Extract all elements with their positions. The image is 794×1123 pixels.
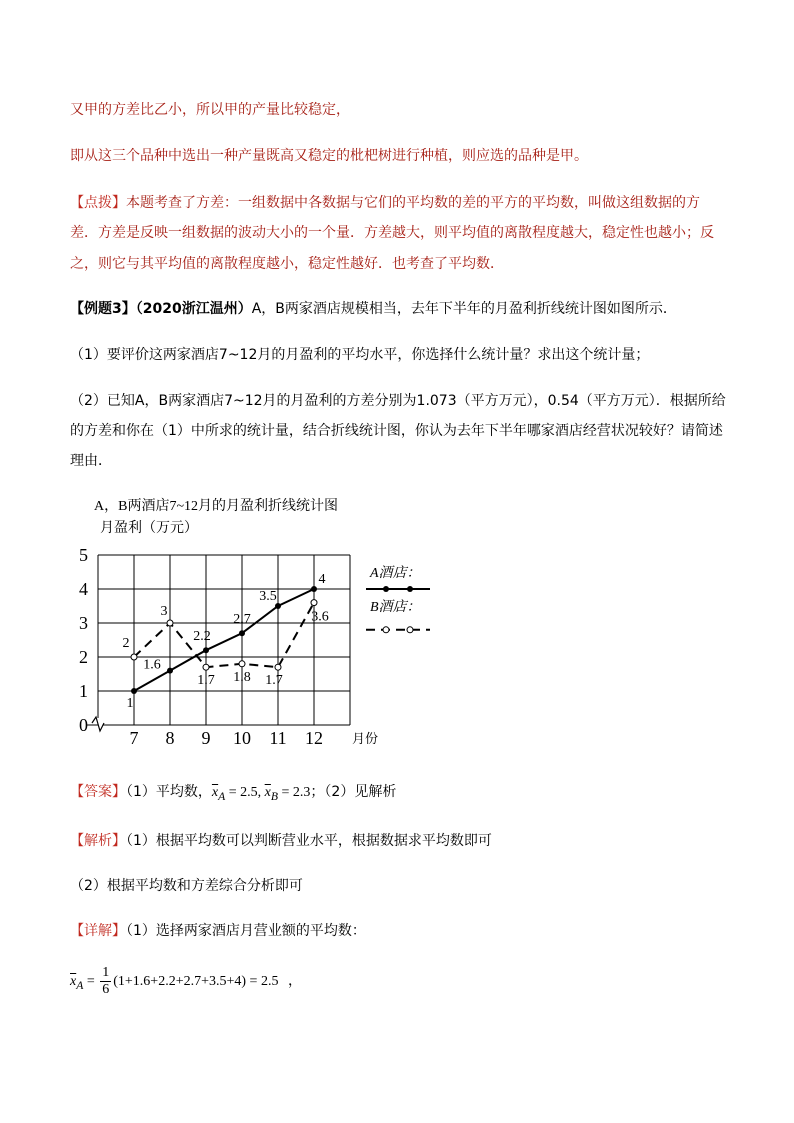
legend-b-label: B酒店： — [370, 600, 421, 615]
series-a-point — [203, 647, 209, 653]
series-a-point — [239, 630, 245, 636]
line-chart — [70, 490, 450, 750]
fraction-one-sixth — [100, 965, 111, 998]
question-2-line-1: （2）已知A，B两家酒店7~12月的月盈利的方差分别为1.073（平方万元），0.54（平方万元）．根据所给 — [70, 393, 726, 409]
legend-b-marker — [407, 627, 413, 633]
series-a-point — [167, 668, 173, 674]
hint-line-2: 差．方差是反映一组数据的波动大小的一个量．方差越大，则平均值的离散程度越大，稳定性也越小；反 — [70, 225, 714, 241]
series-b-data-label: 3 — [160, 604, 168, 619]
example-tag: 【例题3】 — [70, 301, 136, 317]
series-a-point — [311, 586, 317, 592]
text-line-1: 又甲的方差比乙小，所以甲的产量比较稳定， — [70, 102, 350, 118]
fraction-numerator: 1 — [102, 965, 110, 981]
answer-xb-value: = 2.3 — [278, 785, 311, 800]
x-tick-label: 10 — [233, 728, 251, 748]
x-tick-label: 12 — [305, 728, 323, 748]
answer-formula — [211, 785, 311, 803]
series-b-point — [275, 664, 281, 670]
series-a-data-label: 4 — [318, 572, 326, 587]
y-tick-label: 4 — [79, 579, 88, 599]
series-b-data-label: 3.6 — [311, 609, 329, 625]
hint-line-1 — [70, 194, 700, 212]
legend-a-label: A酒店： — [370, 566, 421, 581]
detail-text: （1）选择两家酒店月营业额的平均数： — [126, 923, 366, 939]
answer-text-1: （1）平均数， — [126, 784, 212, 800]
chart-title: A，B两酒店7~12月的月盈利折线统计图 — [94, 499, 339, 514]
legend-a-marker — [407, 586, 413, 592]
y-tick-label: 0 — [79, 715, 88, 735]
formula-line — [70, 960, 302, 1004]
analysis-text: （1）根据平均数可以判断营业水平，根据数据求平均数即可 — [126, 833, 492, 849]
hint-line-3: 之，则它与其平均值的离散程度越小，稳定性越好．也考查了平均数． — [70, 256, 504, 272]
example-text: A，B两家酒店规模相当，去年下半年的月盈利折线统计图如图所示． — [251, 301, 677, 317]
equals-sign: = — [86, 974, 95, 989]
y-tick-label: 2 — [79, 647, 88, 667]
text-line-2: 即从这三个品种中选出一种产量既高又稳定的枇杷树进行种植，则应选的品种是甲。 — [70, 148, 588, 164]
example-source: （2020浙江温州） — [135, 301, 252, 317]
series-b-data-label: 2 — [122, 636, 130, 651]
series-b-point — [131, 654, 137, 660]
series-b-data-label: 1.7 — [265, 673, 283, 689]
x-axis-label: 月份 — [352, 731, 379, 746]
series-a-data-label: 3.5 — [259, 589, 277, 604]
x-tick-label: 11 — [269, 728, 287, 748]
hint-tag: 【点拨】 — [70, 195, 126, 211]
y-tick-label: 3 — [79, 613, 88, 633]
series-b-data-label: 1.7 — [197, 673, 215, 689]
answer-tag: 【答案】 — [70, 784, 126, 800]
x-bar-a: $\overline{x}$ — [211, 785, 219, 800]
series-b-point — [203, 664, 209, 670]
hint-text: 本题考查了方差：一组数据中各数据与它们的平均数的差的平方的平均数，叫做这组数据的方 — [126, 195, 700, 211]
answer-xa-value: = 2.5, — [225, 785, 265, 800]
series-a-point — [131, 688, 137, 694]
question-1: （1）要评价这两家酒店7~12月的月盈利的平均水平，你选择什么统计量？求出这个统计量； — [70, 347, 650, 363]
series-b-point — [167, 620, 173, 626]
series-a-data-label: 1 — [126, 696, 134, 711]
analysis-tag: 【解析】 — [70, 833, 126, 849]
sub-a: A — [218, 789, 226, 803]
x-tick-label: 9 — [201, 728, 211, 748]
series-a-data-label: 2.7 — [233, 612, 251, 628]
legend-b-marker — [383, 627, 389, 633]
y-tick-label: 5 — [79, 545, 88, 565]
formula-x-bar: $\overline{x}$ — [70, 974, 77, 989]
formula-tail: ， — [287, 974, 302, 989]
series-b-point — [311, 600, 317, 606]
series-a-data-label: 1.6 — [143, 657, 161, 673]
question-2-line-2: 的方差和你在（1）中所求的统计量，结合折线统计图，你认为去年下半年哪家酒店经营状况较好？请简述 — [70, 423, 723, 439]
question-2-line-3: 理由． — [70, 453, 112, 469]
formula-sub-a: A — [76, 978, 84, 992]
series-a-data-label: 2.2 — [193, 629, 211, 645]
legend-a-marker — [383, 586, 389, 592]
sub-b: B — [270, 789, 279, 803]
series-b-data-label: 1.8 — [233, 669, 251, 685]
detail-line — [70, 922, 366, 940]
x-tick-label: 7 — [129, 728, 139, 748]
formula-rest: (1+1.6+2.2+2.7+3.5+4) = 2.5 — [113, 974, 279, 989]
x-tick-label: 8 — [165, 728, 175, 748]
example-heading — [70, 300, 677, 318]
x-bar-b: $\overline{x}$ — [264, 785, 271, 800]
y-tick-label: 1 — [79, 681, 88, 701]
answer-text-2: ；（2）见解析 — [310, 784, 397, 800]
y-axis-label: 月盈利（万元） — [100, 521, 198, 536]
analysis-line-1 — [70, 832, 492, 850]
fraction-denominator: 6 — [102, 982, 110, 998]
analysis-line-2: （2）根据平均数和方差综合分析即可 — [70, 878, 303, 894]
detail-tag: 【详解】 — [70, 923, 126, 939]
series-b-point — [239, 661, 245, 667]
answer-line — [70, 783, 396, 806]
